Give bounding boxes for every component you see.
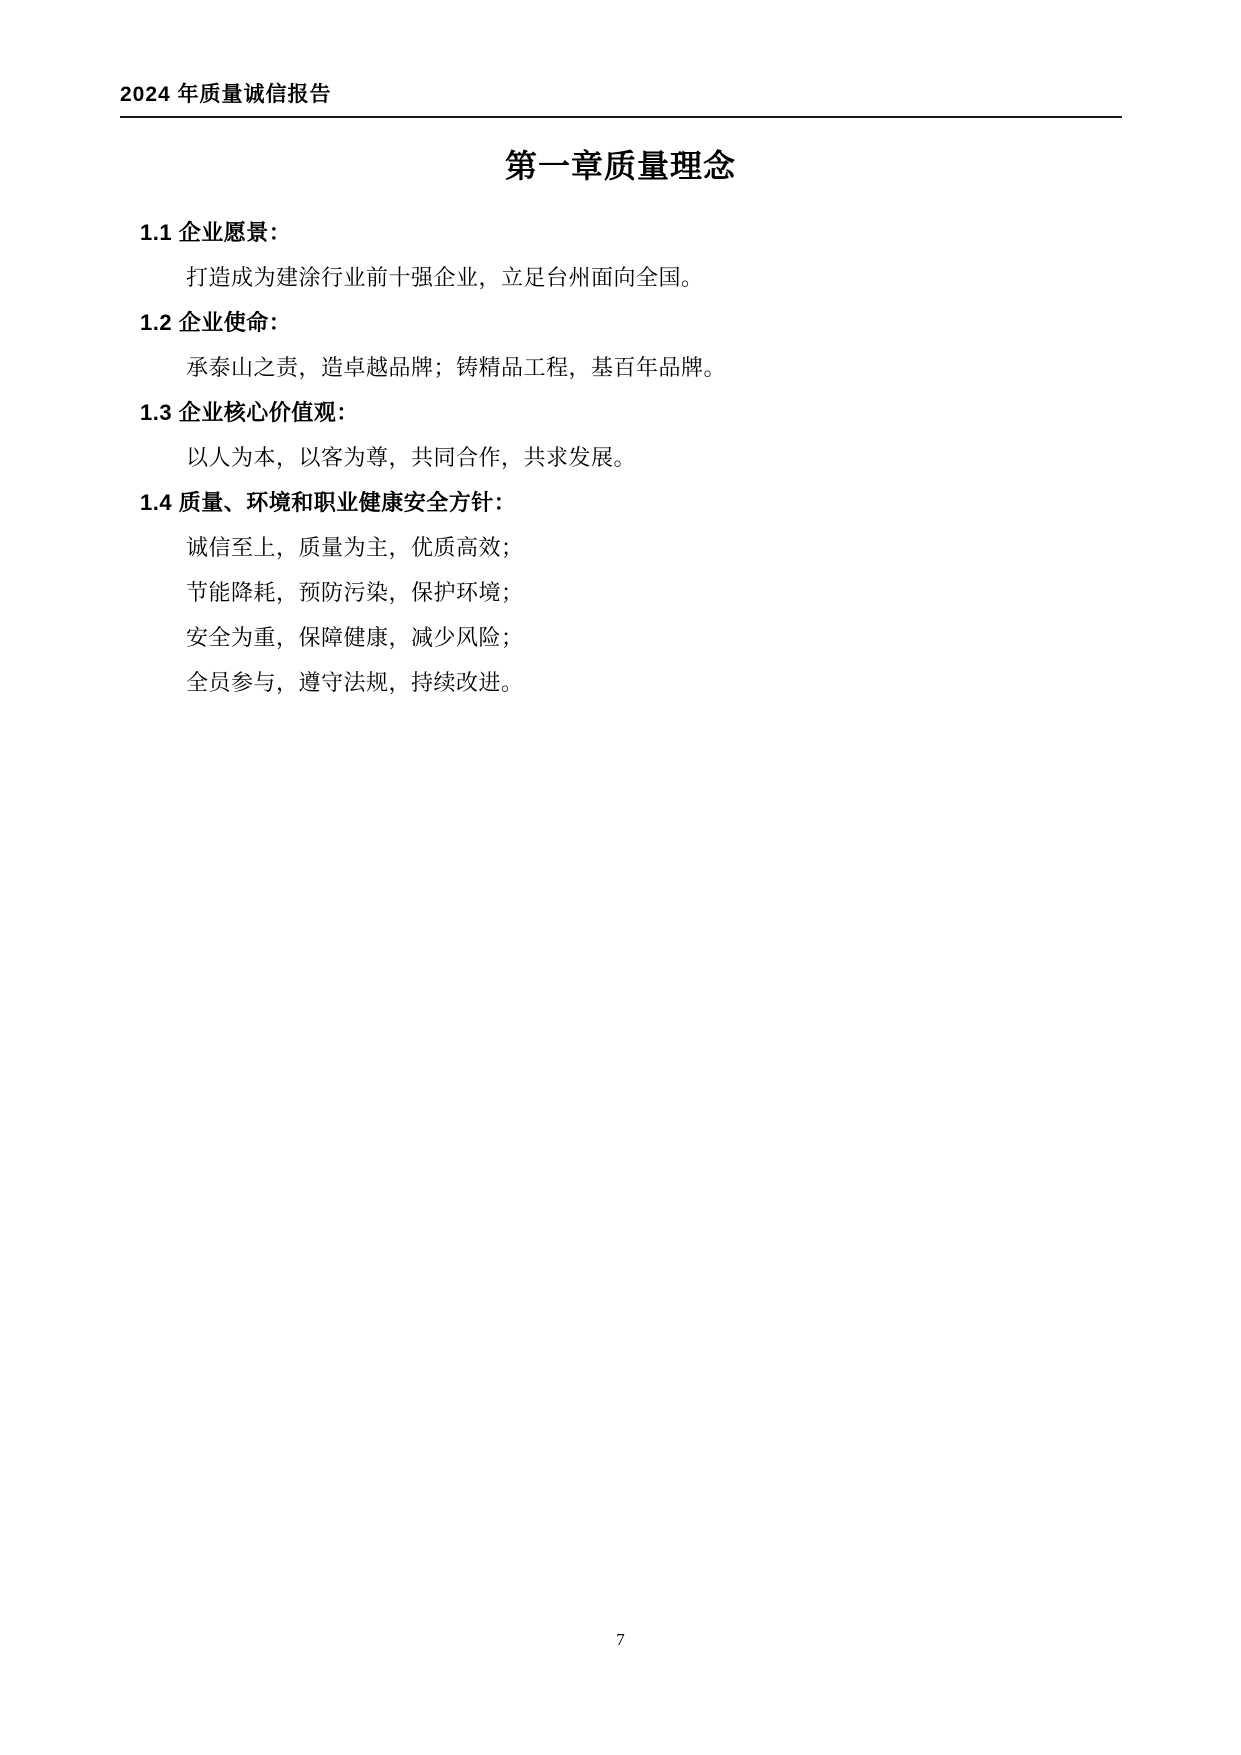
section-paragraph: 诚信至上，质量为主，优质高效； (186, 535, 524, 560)
section-core-values (140, 390, 1120, 480)
section-paragraph: 安全为重，保障健康，减少风险； (186, 625, 524, 650)
chapter-title: 第一章质量理念 (504, 148, 736, 184)
section-heading: 1.1 企业愿景： (140, 220, 292, 245)
section-heading: 1.3 企业核心价值观： (140, 400, 359, 425)
section-paragraph: 全员参与，遵守法规，持续改进。 (186, 670, 524, 695)
section-paragraph: 承泰山之责，造卓越品牌；铸精品工程，基百年品牌。 (186, 355, 727, 380)
section-heading: 1.4 质量、环境和职业健康安全方针： (140, 490, 517, 515)
section-mission (140, 300, 1120, 390)
section-vision (140, 210, 1120, 300)
section-heading: 1.2 企业使命： (140, 310, 292, 335)
section-paragraph: 打造成为建涂行业前十强企业，立足台州面向全国。 (186, 265, 704, 290)
section-policy (140, 480, 1120, 705)
section-paragraph: 以人为本，以客为尊，共同合作，共求发展。 (186, 445, 637, 470)
report-header-title: 2024 年质量诚信报告 (120, 83, 332, 106)
page-header (120, 82, 1122, 118)
chapter-content (140, 210, 1120, 705)
page-number: 7 (616, 1630, 625, 1649)
section-paragraph: 节能降耗，预防污染，保护环境； (186, 580, 524, 605)
